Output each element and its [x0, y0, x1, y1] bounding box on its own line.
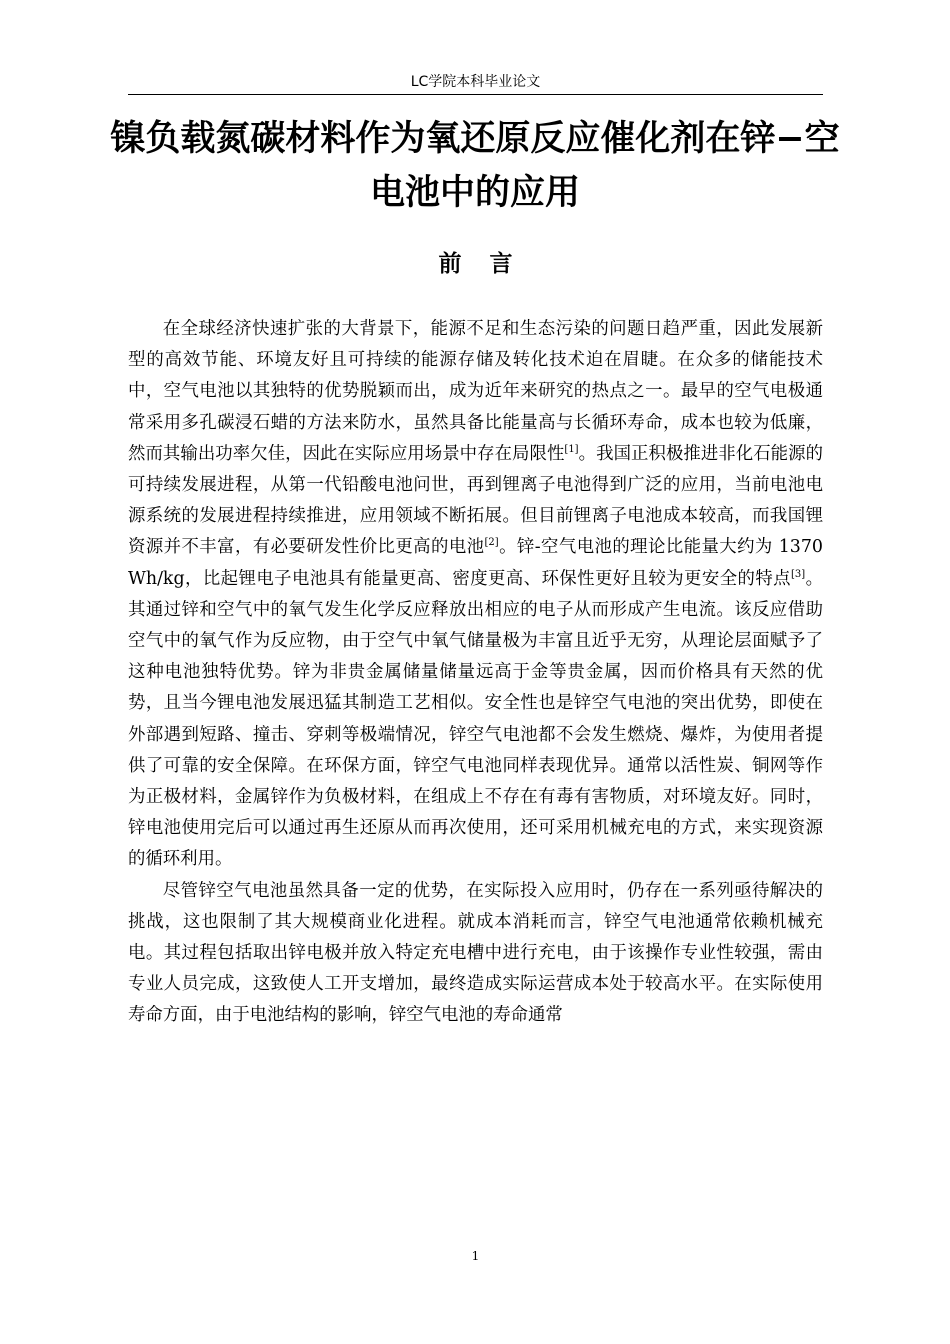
- paragraph-1: [128, 314, 823, 876]
- running-header: [128, 72, 823, 95]
- citation-marker: [3]: [791, 568, 806, 580]
- paragraph-text: 尽管锌空气电池虽然具备一定的优势，在实际投入应用时，仍存在一系列亟待解决的挑战，这也限制了其大规模商业化进程。就成本消耗而言，锌空气电池通常依赖机械充电。其过程包括取出锌电极并放入特定充电槽中进行充电，由于该操作专业性较强，需由专业人员完成，这致使人工开支增加，最终造成实际运营成本处于较高水平。在实际使用寿命方面，由于电池结构的影响，锌空气电池的寿命通常: [128, 880, 823, 1026]
- running-title: LC学院本科毕业论文: [410, 74, 541, 90]
- citation-marker: [1]: [564, 444, 579, 456]
- paragraph-text: 在全球经济快速扩张的大背景下，能源不足和生态污染的问题日趋严重，因此发展新型的高效节能、环境友好且可持续的能源存储及转化技术迫在眉睫。在众多的储能技术中，空气电池以其独特的优势脱颖而出，成为近年来研究的热点之一。最早的空气电极通常采用多孔碳浸石蜡的方法来防水，虽然具备比能量高与长循环寿命，成本也较为低廉，然而其输出功率欠佳，因此在实际应用场景中存在局限性: [128, 319, 823, 464]
- paragraph-text: 。锌-空气电池的理论比能量大约为 1370 Wh/kg，比起锂电子电池具有能量更高、密度更高、环保性更好且较为更安全的特点: [128, 537, 823, 589]
- page-number: 1: [471, 1249, 480, 1263]
- paragraph-text: 。其通过锌和空气中的氧气发生化学反应释放出相应的电子从而形成产生电流。该反应借助空气中的氧气作为反应物，由于空气中氧气储量极为丰富且近乎无穷，从理论层面赋予了这种电池独特优势。锌为非贵金属储量储量远高于金等贵金属，因而价格具有天然的优势，且当今锂电池发展迅猛其制造工艺相似。安全性也是锌空气电池的突出优势，即使在外部遇到短路、撞击、穿刺等极端情况，锌空气电池都不会发生燃烧、爆炸，为使用者提供了可靠的安全保障。在环保方面，锌空气电池同样表现优异。通常以活性炭、铜网等作为正极材料，金属锌作为负极材料，在组成上不存在有毒有害物质，对环境友好。同时，锌电池使用完后可以通过再生还原从而再次使用，还可采用机械充电的方式，来实现资源的循环利用。: [128, 568, 823, 870]
- paragraph-text: 。我国正积极推进非化石能源的可持续发展进程，从第一代铅酸电池问世，再到锂离子电池得到广泛的应用，当前电池电源系统的发展进程持续推进，应用领域不断拓展。但目前锂离子电池成本较高，而我国锂资源并不丰富，有必要研发性价比更高的电池: [128, 443, 823, 558]
- section-heading: 前言: [438, 251, 541, 277]
- thesis-title: 镍负载氮碳材料作为氧还原反应催化剂在锌−空电池中的应用: [110, 119, 840, 213]
- paragraph-2: [128, 876, 823, 1032]
- citation-marker: [2]: [484, 537, 499, 549]
- body-text: [128, 314, 823, 1032]
